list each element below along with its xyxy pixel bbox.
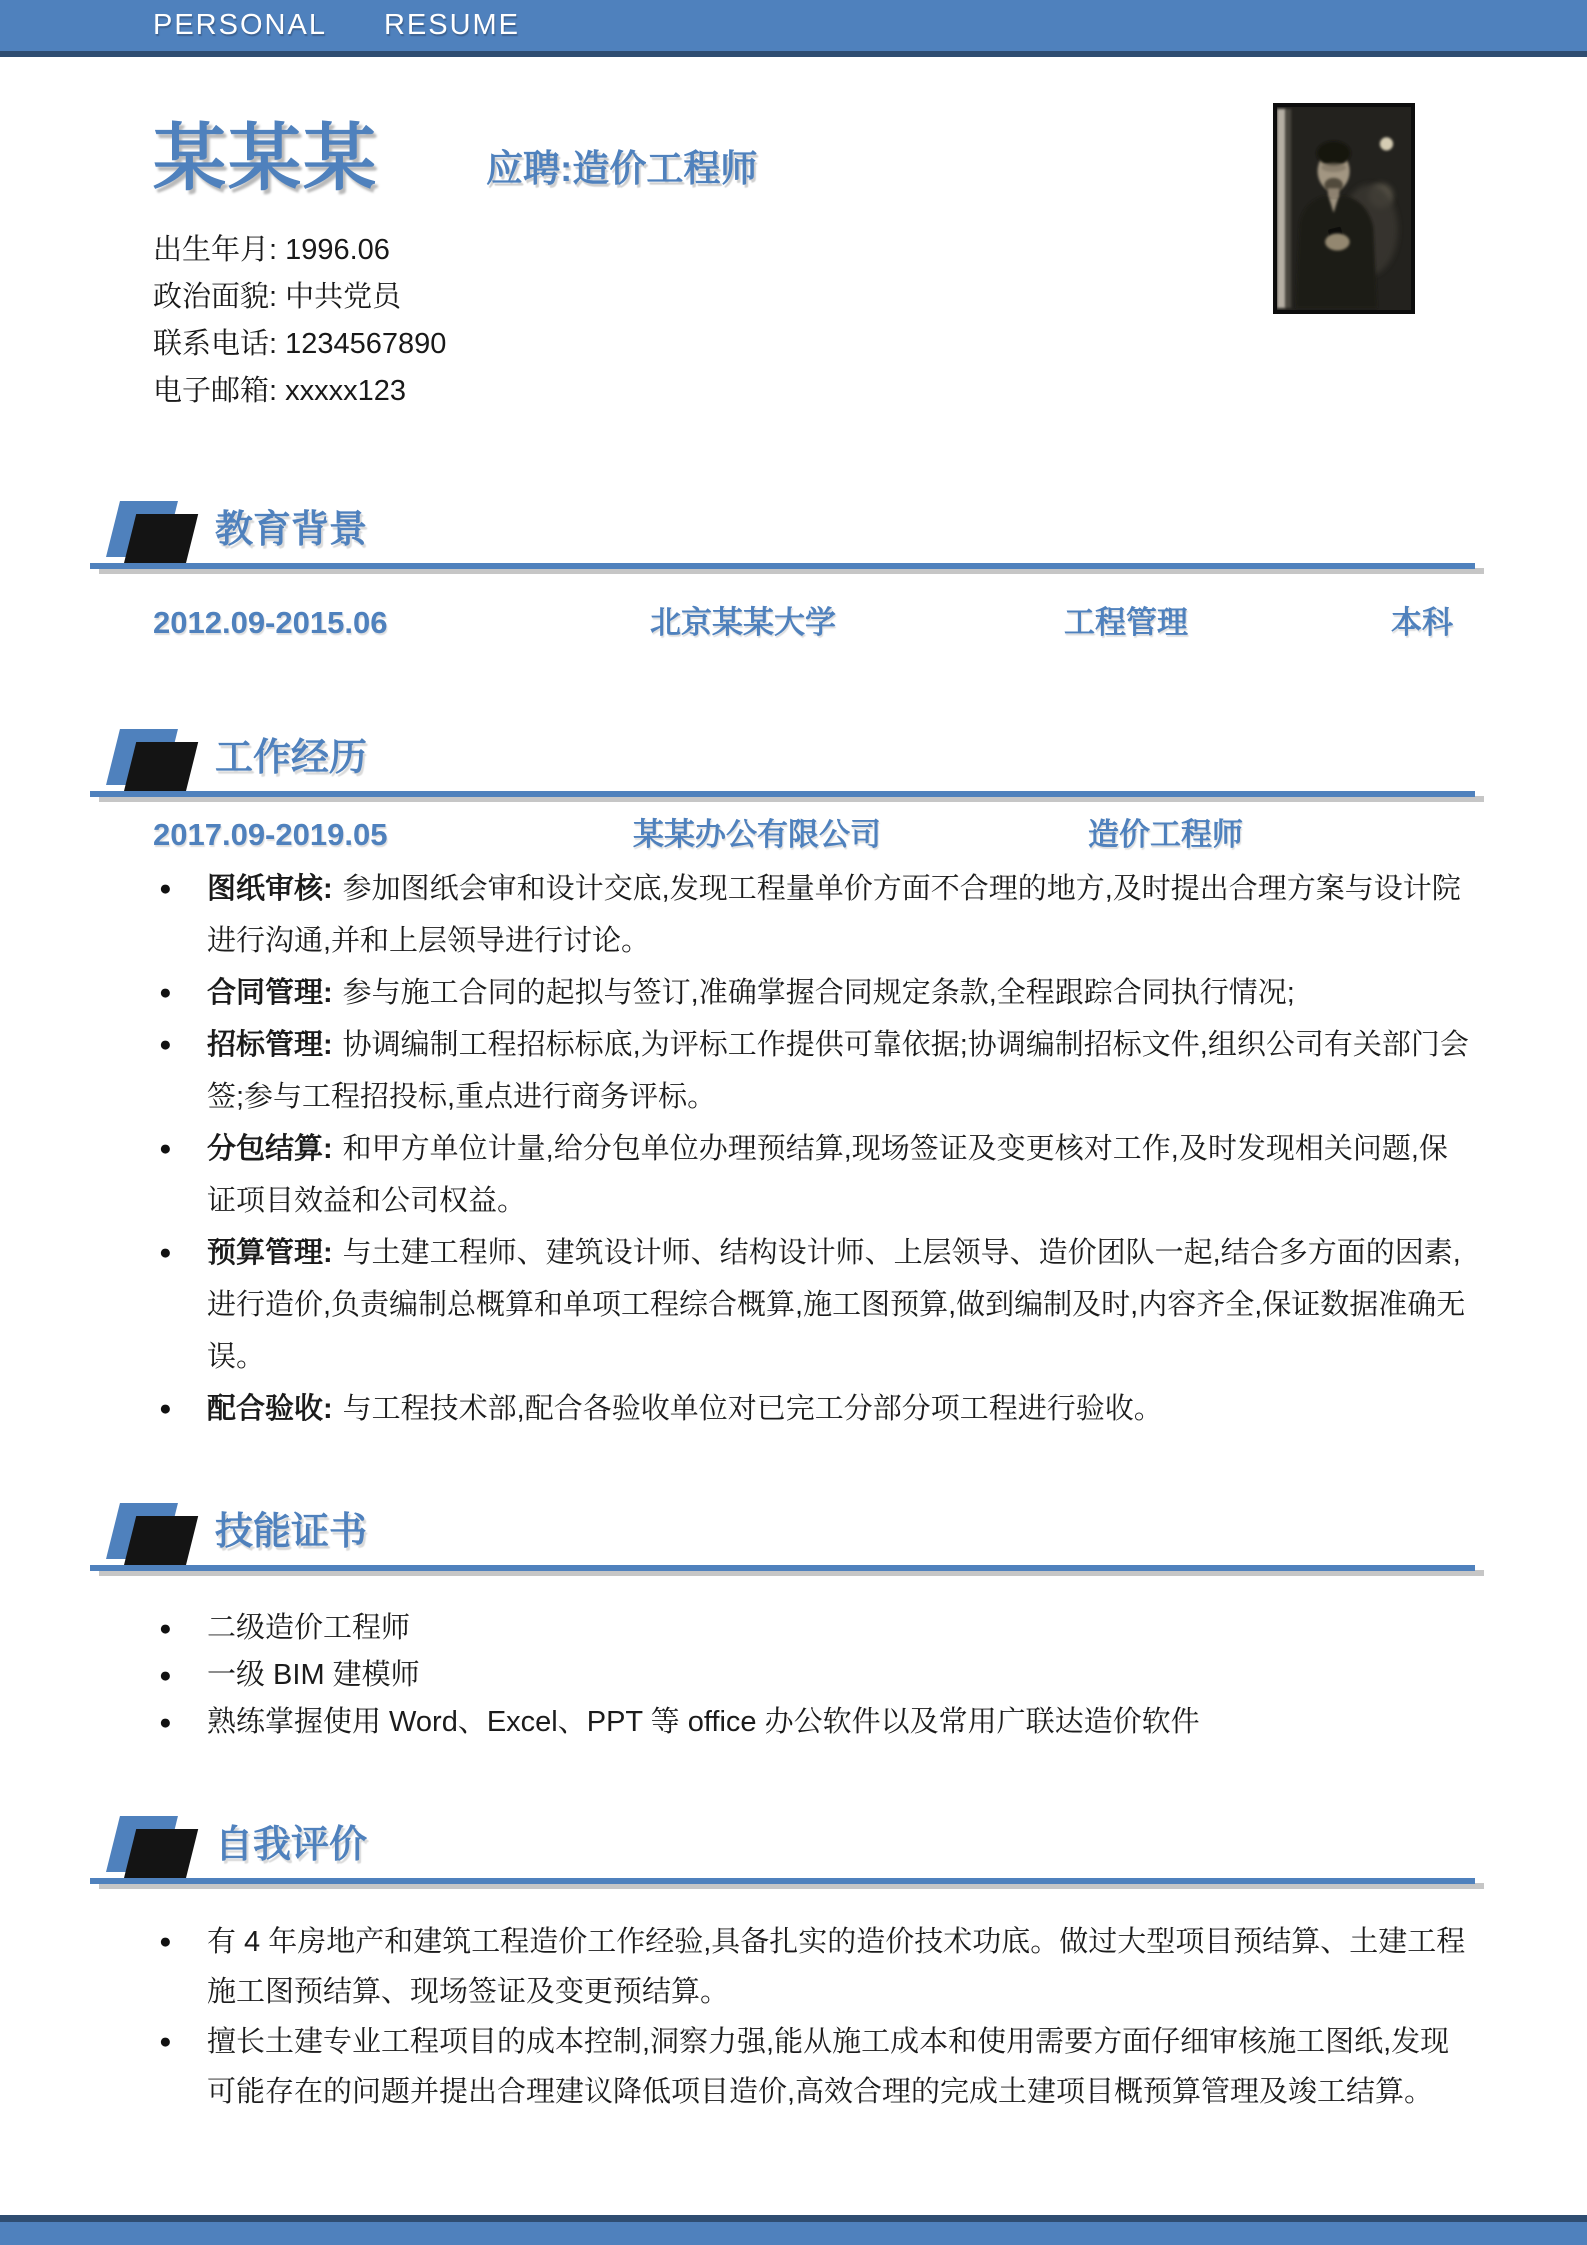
section-title-work: 工作经历: [215, 737, 368, 779]
work-duty-item: [153, 1383, 1475, 1435]
duty-text: 协调编制工程招标标底,为评标工作提供可靠依据;协调编制招标文件,组织公司有关部门会签;参与工程招投标,重点进行商务评标。: [207, 1029, 1469, 1113]
section-underline: [90, 563, 1475, 569]
bottombar-blue-band: [0, 2222, 1587, 2245]
section-title-skills: 技能证书: [215, 1511, 368, 1553]
work-duties-list: [153, 863, 1475, 1435]
duty-text: 参加图纸会审和设计交底,发现工程量单价方面不合理的地方,及时提出合理方案与设计院进行沟通,并和上层领导进行讨论。: [207, 873, 1461, 957]
education-row: [153, 603, 1475, 643]
duty-label: 合同管理:: [207, 977, 333, 1009]
job-intent: 应聘:造价工程师: [486, 148, 758, 189]
evaluation-list: [153, 1917, 1475, 2117]
topbar-title-personal: PERSONAL: [153, 9, 327, 41]
skill-item: ● 一级 BIM 建模师: [153, 1652, 1475, 1699]
duty-label: 分包结算:: [207, 1133, 333, 1165]
duty-text: 与工程技术部,配合各验收单位对已完工分部分项工程进行验收。: [342, 1393, 1163, 1425]
section-underline: [90, 791, 1475, 797]
duty-text: 与土建工程师、建筑设计师、结构设计师、上层领导、造价团队一起,结合多方面的因素,进行造价,负责编制总概算和单项工程综合概算,施工图预算,做到编制及时,内容齐全,保证数据准确无误。: [207, 1237, 1466, 1373]
bottombar: [0, 2215, 1587, 2245]
work-duty-item: [153, 1123, 1475, 1227]
bottombar-dark-line: [0, 2215, 1587, 2222]
duty-label: 图纸审核:: [207, 873, 333, 905]
duty-text: 和甲方单位计量,给分包单位办理预结算,现场签证及变更核对工作,及时发现相关问题,保证项目效益和公司权益。: [207, 1133, 1448, 1217]
work-duty-item: [153, 1019, 1475, 1123]
duty-label: 预算管理:: [207, 1237, 333, 1269]
duty-label: 配合验收:: [207, 1393, 333, 1425]
section-header-work: [90, 729, 1475, 807]
portrait-illustration: [1277, 107, 1411, 310]
education-degree: 本科: [1391, 605, 1453, 640]
section-header-education: [90, 501, 1475, 579]
evaluation-item: ● 擅长土建专业工程项目的成本控制,洞察力强,能从施工成本和使用需要方面仔细审核施工图纸,发现可能存在的问题并提出合理建议降低项目造价,高效合理的完成土建项目概预算管理及竣工结算。: [153, 2017, 1475, 2117]
skills-list: [153, 1605, 1475, 1746]
work-meta-row: [153, 815, 1475, 855]
education-school: 北京某某大学: [650, 605, 836, 640]
info-value: 1234567890: [285, 328, 447, 360]
info-value: 中共党员: [285, 281, 402, 313]
education-major: 工程管理: [1064, 605, 1188, 640]
evaluation-item: ● 有 4 年房地产和建筑工程造价工作经验,具备扎实的造价技术功底。做过大型项目预结算、土建工程施工图预结算、现场签证及变更预结算。: [153, 1917, 1475, 2017]
identity-section: [0, 118, 1587, 415]
info-label: 电子邮箱:: [153, 375, 278, 407]
work-duty-item: [153, 863, 1475, 967]
skill-item: ● 熟练掌握使用 Word、Excel、PPT 等 office 办公软件以及常用广联达造价软件: [153, 1699, 1475, 1746]
section-title-education: 教育背景: [215, 509, 368, 551]
work-duty-item: [153, 1227, 1475, 1383]
section-header-evaluation: [90, 1816, 1475, 1894]
section-title-evaluation: 自我评价: [215, 1824, 368, 1866]
section-header-skills: [90, 1503, 1475, 1581]
info-item-phone: [153, 321, 1587, 368]
work-period: 2017.09-2019.05: [153, 817, 388, 852]
duty-label: 招标管理:: [207, 1029, 333, 1061]
topbar-title-resume: RESUME: [383, 9, 521, 41]
info-label: 联系电话:: [153, 328, 278, 360]
work-duty-item: [153, 967, 1475, 1019]
info-label: 出生年月:: [153, 234, 278, 266]
work-company: 某某办公有限公司: [633, 817, 881, 852]
work-position: 造价工程师: [1088, 817, 1243, 852]
section-underline: [90, 1878, 1475, 1884]
section-underline: [90, 1565, 1475, 1571]
info-item-email: [153, 368, 1587, 415]
candidate-name: 某某某: [153, 118, 378, 199]
info-value: 1996.06: [285, 234, 390, 266]
info-value: xxxxx123: [285, 375, 406, 407]
topbar: [0, 0, 1587, 57]
duty-text: 参与施工合同的起拟与签订,准确掌握合同规定条款,全程跟踪合同执行情况;: [342, 977, 1295, 1009]
info-label: 政治面貌:: [153, 281, 278, 313]
skill-item: ● 二级造价工程师: [153, 1605, 1475, 1652]
education-period: 2012.09-2015.06: [153, 605, 388, 640]
profile-photo: [1273, 103, 1415, 314]
